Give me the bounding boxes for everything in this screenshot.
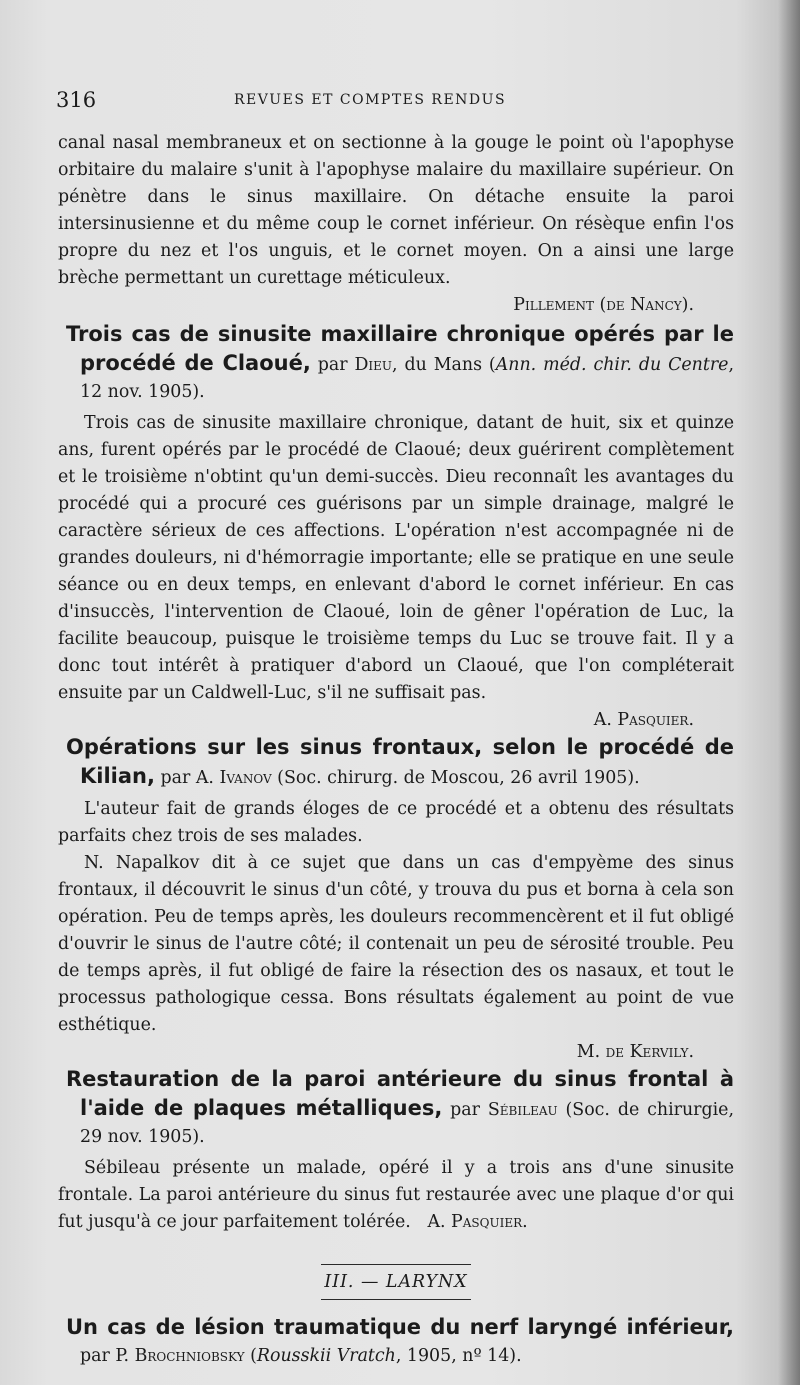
section-rule-bottom <box>321 1299 471 1300</box>
running-title: REVUES ET COMPTES RENDUS <box>233 92 507 108</box>
page-number: 316 <box>56 88 97 112</box>
article-4-heading: Un cas de lésion traumatique du nerf laryngé inférieur, <box>66 1315 734 1339</box>
article-4-author: P. Brochniobsky <box>115 1346 245 1366</box>
article-4-title: Un cas de lésion traumatique du nerf laryngé inférieur, par P. Brochniobsky (Rousskii Vratch, 1905, nº 14). <box>66 1315 734 1366</box>
article-1-body: Trois cas de sinusite maxillaire chronique, datant de huit, six et quinze ans, furent opérés par le procédé de Claoué; deux guérirent complètement et le troisième n'obtint qu'un demi-succès. Dieu reconnaît les avantages du procédé qui a procuré ces guérisons par un simple drainage, malgré le caractère sérieux de ces affections. L'opération n'est accompagnée ni de grandes douleurs, ni d'hémorragie importante; elle se pratique en une seule séance ou en deux temps, en enlevant d'abord le cornet inférieur. En cas d'insuccès, l'intervention de Claoué, loin de gêner l'opération de Luc, la facilite beaucoup, puisque le troisième temps du Luc se trouve fait. Il y a donc tout intérêt à pratiquer d'abord un Claoué, que l'on compléterait ensuite par un Caldwell-Luc, s'il ne suffisait pas. <box>58 413 734 703</box>
article-2-author: A. Ivanov <box>195 768 272 788</box>
intro-paragraph: canal nasal membraneux et on sectionne à la gouge le point où l'apophyse orbitaire du malaire s'unit à l'apophyse malaire du maxillaire supérieur. On pénètre dans le sinus maxillaire. On détache ensuite la paroi intersinusienne et du même coup le cornet inférieur. On résèque enfin l'os propre du nez et l'os unguis, et le cornet moyen. On a ainsi une large brèche permettant un curettage méticuleux. <box>58 133 734 288</box>
article-3-title: Restauration de la paroi antérieure du sinus frontal à l'aide de plaques métalliques, par Sébileau (Soc. de chirurgie, 29 nov. 1905). <box>66 1067 734 1147</box>
article-1-signature: A. Pasquier. <box>593 710 694 730</box>
article-4-journal: Rousskii Vratch <box>256 1346 396 1366</box>
section-larynx <box>58 1264 734 1300</box>
page-header <box>56 88 744 118</box>
article-1-heading: Trois cas de sinusite maxillaire chronique opérés par le procédé de Claoué, <box>66 322 734 375</box>
article-3-body: Sébileau présente un malade, opéré il y a trois ans d'une sinusite frontale. La paroi antérieure du sinus fut restaurée avec une plaque d'or qui fut jusqu'à ce jour parfaitement tolérée. A. Pasquier. <box>58 1158 734 1232</box>
article-1-journal: Ann. méd. chir. du Centre <box>495 355 729 375</box>
article-2-body-2: N. Napalkov dit à ce sujet que dans un cas d'empyème des sinus frontaux, il découvrit le sinus d'un côté, y trouva du pus et borna à cela son opération. Peu de temps après, les douleurs recommencèrent et il fut obligé d'ouvrir le sinus de l'autre côté; il contenait un peu de sérosité trouble. Peu de temps après, il fut obligé de faire la résection des os nasaux, et tout le processus pathologique cessa. Bons résultats également au point de vue esthétique. <box>58 853 734 1035</box>
intro-signature: Pillement (de Nancy). <box>513 295 694 315</box>
article-1-title: Trois cas de sinusite maxillaire chronique opérés par le procédé de Claoué, par Dieu, du Mans (Ann. méd. chir. du Centre, 12 nov. 1905). <box>66 322 734 402</box>
article-2-signature: M. de Kervily. <box>576 1042 694 1062</box>
page-content <box>58 130 734 1370</box>
article-3-author: Sébileau <box>487 1100 558 1120</box>
article-3-heading: Restauration de la paroi antérieure du sinus frontal à l'aide de plaques métalliques, <box>66 1067 734 1120</box>
article-2-title: Opérations sur les sinus frontaux, selon le procédé de Kilian, par A. Ivanov (Soc. chirurg. de Moscou, 26 avril 1905). <box>66 735 734 788</box>
article-2-body-1: L'auteur fait de grands éloges de ce procédé et a obtenu des résultats parfaits chez trois de ses malades. <box>58 799 734 846</box>
article-1-author: Dieu <box>354 355 393 375</box>
section-title: III. — LARYNX <box>324 1272 468 1292</box>
article-2-heading: Opérations sur les sinus frontaux, selon le procédé de Kilian, <box>66 735 734 788</box>
article-3-signature: A. Pasquier. <box>427 1212 528 1232</box>
